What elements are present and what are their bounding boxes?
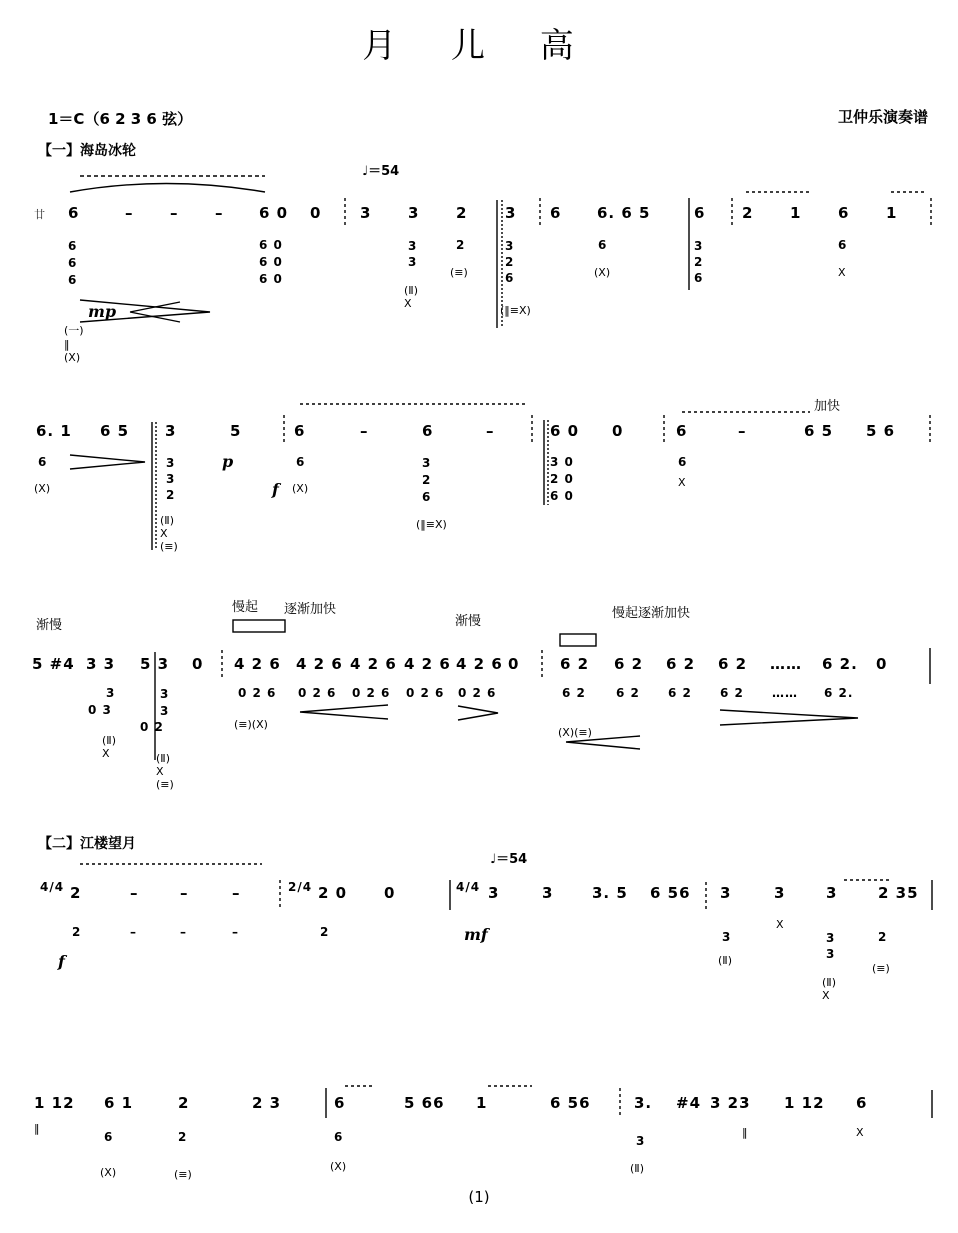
note: – (180, 884, 189, 902)
direction-jianman-1: 渐慢 (36, 618, 63, 633)
note: 3. (634, 1094, 653, 1112)
note: 6 2 (718, 655, 748, 673)
note: 2 3 (252, 1094, 282, 1112)
note: 4 2 6 (234, 655, 281, 673)
note: 6. 6 5 (597, 204, 651, 222)
note-chord: 3 3 (408, 239, 418, 269)
note: 6 2 (614, 655, 644, 673)
note-chord: 0 2 6 (406, 686, 445, 700)
note: 4 2 6 (296, 655, 343, 673)
note: 1 (476, 1094, 488, 1112)
note: 3 (826, 884, 838, 902)
dynamic-mark: f (58, 952, 65, 971)
note: 0 (384, 884, 396, 902)
dynamic-mark: mp (88, 302, 117, 321)
time-signature: 2/4 (288, 880, 313, 894)
note: 3. 5 (592, 884, 628, 902)
time-signature: 4/4 (40, 880, 65, 894)
note: 2 (72, 925, 82, 939)
note: 3 (505, 204, 517, 222)
page-number: (1) (468, 1188, 490, 1206)
note-chord: 0 2 6 (238, 686, 277, 700)
time-signature: 4/4 (456, 880, 481, 894)
note-chord: 6 (678, 455, 688, 469)
note: 6 (334, 1094, 346, 1112)
note: 6 (422, 422, 434, 440)
note: 5 (230, 422, 242, 440)
note-chord: 3 2 6 (505, 239, 515, 285)
note: 6 5 (100, 422, 130, 440)
note: – (232, 884, 241, 902)
note: 0 (310, 204, 322, 222)
note-chord: 6 (296, 455, 306, 469)
note: – (738, 422, 747, 440)
note: 6 56 (650, 884, 691, 902)
note: 3 (488, 884, 500, 902)
page-title: 月 儿 高 (362, 26, 596, 66)
note-chord: 6 0 (259, 272, 283, 286)
section-label-1: 【一】海岛冰轮 (38, 143, 136, 159)
note: – (170, 204, 179, 222)
note-chord: 3 3 2 (166, 456, 176, 502)
note: 5 66 (404, 1094, 445, 1112)
note-chord: 3 3 (160, 687, 170, 718)
note-chord: 3 2 6 (422, 456, 432, 504)
note-chord: 6 2 (720, 686, 744, 700)
note: – (125, 204, 134, 222)
note: 0 (508, 655, 520, 673)
note: 6 2 (560, 655, 590, 673)
note: 6 (856, 1094, 868, 1112)
note: 2 (320, 925, 330, 939)
note: 2 0 (318, 884, 348, 902)
direction-zhujian: 逐渐加快 (284, 602, 337, 617)
note-chord: 6 0 (259, 255, 283, 269)
note-chord: 0 2 6 (458, 686, 497, 700)
note: 3 (774, 884, 786, 902)
note-chord: 6 6 6 (68, 239, 78, 287)
note: – (486, 422, 495, 440)
note: 0 (876, 655, 888, 673)
note-chord: 3 (636, 1134, 646, 1148)
note: 2 (456, 204, 468, 222)
direction-manqi-1: 慢起 (232, 600, 259, 615)
note-chord: 6 (838, 238, 848, 252)
note-chord: 3 (722, 930, 732, 944)
arranger-credit: 卫仲乐演奏谱 (837, 108, 928, 126)
note: 6 2. (822, 655, 858, 673)
note: #4 (676, 1094, 702, 1112)
note: 2 35 (878, 884, 919, 902)
note: 6 56 (550, 1094, 591, 1112)
note: – (130, 884, 139, 902)
section-label-2: 【二】江楼望月 (38, 836, 136, 852)
note-chord: …… (772, 686, 798, 700)
note: 6 0 (259, 204, 289, 222)
note-chord: 6 (104, 1130, 114, 1144)
note: 1 (886, 204, 898, 222)
note: 3 (360, 204, 372, 222)
note: 3 3 (86, 655, 116, 673)
note: 2 (742, 204, 754, 222)
note-chord: 3 3 (826, 931, 836, 961)
note-chord: 6 2. (824, 686, 854, 700)
note: 4 2 6 (350, 655, 397, 673)
note: 6 0 (550, 422, 580, 440)
note: 5 3 (140, 655, 170, 673)
tempo-mark-1: ♩＝54 (362, 164, 400, 179)
note: 0 (612, 422, 624, 440)
note-chord: 0 3 (88, 703, 112, 717)
key-signature: 1＝C（6 2 3 6 弦） (48, 110, 193, 128)
note-chord: 6 (334, 1130, 344, 1144)
note-chord: 6 2 (668, 686, 692, 700)
note: 6 (294, 422, 306, 440)
note: 3 (408, 204, 420, 222)
note-chord: 2 (178, 1130, 188, 1144)
tempo-mark-2: ♩＝54 (490, 852, 528, 867)
note: 6 (68, 204, 80, 222)
note-chord: 6 (598, 238, 608, 252)
note-chord: 0 2 (140, 720, 164, 734)
note: 1 12 (784, 1094, 825, 1112)
note-chord: 0 2 6 (352, 686, 391, 700)
note-chord: 3 2 6 (694, 239, 704, 285)
note-chord: 2 (878, 930, 888, 944)
dynamic-mark: mf (464, 925, 488, 944)
direction-jianman-2: 渐慢 (455, 614, 482, 629)
note: 3 (542, 884, 554, 902)
note: 4 2 6 (456, 655, 503, 673)
note: – (360, 422, 369, 440)
note: …… (770, 655, 802, 673)
direction-manqi-2: 慢起逐渐加快 (612, 606, 691, 621)
note: 5 #4 (32, 655, 75, 673)
note: 6 1 (104, 1094, 134, 1112)
note-chord: 6 (38, 455, 48, 469)
dynamic-mark: f (272, 480, 279, 499)
note: 6 (550, 204, 562, 222)
note: 3 (720, 884, 732, 902)
note: 3 23 (710, 1094, 751, 1112)
dynamic-mark: p (222, 452, 234, 471)
note-chord: 6 0 (550, 489, 574, 503)
note-chord: 6 2 (562, 686, 586, 700)
note: 0 (192, 655, 204, 673)
note-chord: 2 (456, 238, 466, 252)
note-chord: 3 0 (550, 455, 574, 469)
note: 1 (790, 204, 802, 222)
note: – (232, 925, 239, 939)
note: 5 6 (866, 422, 896, 440)
note: – (130, 925, 137, 939)
note-chord: 6 0 (259, 238, 283, 252)
note: 3 (165, 422, 177, 440)
note: 6 2 (666, 655, 696, 673)
direction-jiakuai: 加快 (814, 399, 841, 414)
note: 6 (694, 204, 706, 222)
note: 6 5 (804, 422, 834, 440)
note: 6 (838, 204, 850, 222)
note: 2 (178, 1094, 190, 1112)
note-chord: 6 2 (616, 686, 640, 700)
note-chord: 2 0 (550, 472, 574, 486)
note: – (180, 925, 187, 939)
note: 6. 1 (36, 422, 72, 440)
note-chord: 0 2 6 (298, 686, 337, 700)
note: 1 12 (34, 1094, 75, 1112)
note: 4 2 6 (404, 655, 451, 673)
note: 2 (70, 884, 82, 902)
note-chord: 3 (106, 686, 116, 700)
note: 6 (676, 422, 688, 440)
note: – (215, 204, 224, 222)
